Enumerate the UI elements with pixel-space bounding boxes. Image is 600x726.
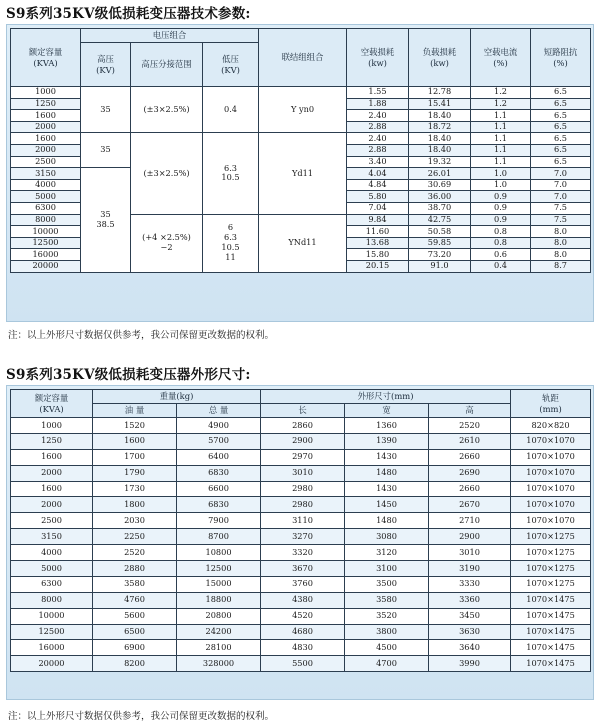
- total-weight-cell: 8700: [177, 529, 261, 545]
- impedance-cell: 7.5: [531, 214, 591, 226]
- height-cell: 2690: [429, 465, 511, 481]
- noload-current-cell: 0.8: [471, 226, 531, 238]
- total-weight-cell: 10800: [177, 545, 261, 561]
- total-weight-cell: 328000: [177, 656, 261, 672]
- oil-weight-cell: 2520: [93, 545, 177, 561]
- load-loss-cell: 36.00: [409, 191, 471, 203]
- length-cell: 2860: [261, 418, 345, 434]
- noload-current-cell: 0.4: [471, 260, 531, 272]
- table-row: [11, 497, 591, 513]
- load-loss-cell: 73.20: [409, 249, 471, 261]
- width-cell: 3080: [345, 529, 429, 545]
- impedance-cell: 8.7: [531, 260, 591, 272]
- length-cell: 3760: [261, 576, 345, 592]
- header-oil: 油 量: [93, 404, 177, 418]
- height-cell: 2610: [429, 433, 511, 449]
- header-dimensions: 外形尺寸(mm): [261, 390, 511, 404]
- load-loss-cell: 18.72: [409, 121, 471, 133]
- noload-current-cell: 0.8: [471, 237, 531, 249]
- width-cell: 1450: [345, 497, 429, 513]
- noload-loss-cell: 2.40: [347, 110, 409, 122]
- noload-current-cell: 0.9: [471, 214, 531, 226]
- height-cell: 3360: [429, 592, 511, 608]
- table-row: [11, 433, 591, 449]
- header-height: 高: [429, 404, 511, 418]
- length-cell: 2980: [261, 497, 345, 513]
- capacity-cell: 16000: [11, 640, 93, 656]
- noload-loss-cell: 2.40: [347, 133, 409, 145]
- noload-current-cell: 1.1: [471, 121, 531, 133]
- oil-weight-cell: 8200: [93, 656, 177, 672]
- capacity-cell: 1250: [11, 433, 93, 449]
- gauge-cell: 1070×1070: [511, 449, 591, 465]
- header-voltage-group: 电压组合: [81, 29, 259, 43]
- noload-current-cell: 1.1: [471, 133, 531, 145]
- oil-weight-cell: 1700: [93, 449, 177, 465]
- height-cell: 3450: [429, 608, 511, 624]
- header-impedance: 短路阻抗 (%): [531, 29, 591, 87]
- table-row: [11, 592, 591, 608]
- gauge-cell: 1070×1475: [511, 592, 591, 608]
- height-cell: 3330: [429, 576, 511, 592]
- length-cell: 3320: [261, 545, 345, 561]
- width-cell: 3580: [345, 592, 429, 608]
- dims-table: [10, 389, 591, 672]
- noload-current-cell: 0.9: [471, 191, 531, 203]
- width-cell: 3800: [345, 624, 429, 640]
- load-loss-cell: 91.0: [409, 260, 471, 272]
- capacity-cell: 20000: [11, 260, 81, 272]
- height-cell: 2670: [429, 497, 511, 513]
- total-weight-cell: 6830: [177, 497, 261, 513]
- capacity-cell: 2500: [11, 156, 81, 168]
- noload-loss-cell: 7.04: [347, 202, 409, 214]
- width-cell: 1480: [345, 513, 429, 529]
- oil-weight-cell: 4760: [93, 592, 177, 608]
- length-cell: 3010: [261, 465, 345, 481]
- length-cell: 3270: [261, 529, 345, 545]
- header-noload-loss: 空载损耗 (kw): [347, 29, 409, 87]
- width-cell: 1480: [345, 465, 429, 481]
- impedance-cell: 6.5: [531, 98, 591, 110]
- lv-cell: 6.3 10.5: [203, 133, 259, 214]
- capacity-cell: 20000: [11, 656, 93, 672]
- table-row: [11, 640, 591, 656]
- total-weight-cell: 18800: [177, 592, 261, 608]
- hv-cell: 35: [81, 87, 131, 133]
- noload-loss-cell: 13.68: [347, 237, 409, 249]
- load-loss-cell: 26.01: [409, 168, 471, 180]
- table-row: [11, 608, 591, 624]
- capacity-cell: 1600: [11, 481, 93, 497]
- length-cell: 4520: [261, 608, 345, 624]
- load-loss-cell: 50.58: [409, 226, 471, 238]
- oil-weight-cell: 1520: [93, 418, 177, 434]
- length-cell: 2970: [261, 449, 345, 465]
- header-load-loss: 负载损耗 (kw): [409, 29, 471, 87]
- width-cell: 3120: [345, 545, 429, 561]
- height-cell: 3630: [429, 624, 511, 640]
- connection-cell: Yd11: [259, 133, 347, 214]
- impedance-cell: 8.0: [531, 237, 591, 249]
- load-loss-cell: 30.69: [409, 179, 471, 191]
- noload-loss-cell: 9.84: [347, 214, 409, 226]
- gauge-cell: 1070×1475: [511, 624, 591, 640]
- oil-weight-cell: 2880: [93, 561, 177, 577]
- gauge-cell: 1070×1070: [511, 513, 591, 529]
- impedance-cell: 7.0: [531, 168, 591, 180]
- load-loss-cell: 18.40: [409, 144, 471, 156]
- hv-cell: 35 38.5: [81, 168, 131, 272]
- total-weight-cell: 6830: [177, 465, 261, 481]
- length-cell: 2980: [261, 481, 345, 497]
- capacity-cell: 2000: [11, 465, 93, 481]
- header-hv: 高压 (KV): [81, 43, 131, 87]
- tap-cell: (+4 ×2.5%) −2: [131, 214, 203, 272]
- capacity-cell: 6300: [11, 202, 81, 214]
- noload-loss-cell: 2.88: [347, 144, 409, 156]
- header-lv: 低压 (KV): [203, 43, 259, 87]
- noload-loss-cell: 1.55: [347, 87, 409, 99]
- width-cell: 1430: [345, 481, 429, 497]
- spec-note: 注：以上外形尺寸数据仅供参考，我公司保留更改数据的权利。: [8, 330, 275, 341]
- load-loss-cell: 42.75: [409, 214, 471, 226]
- table-row: [11, 481, 591, 497]
- oil-weight-cell: 6900: [93, 640, 177, 656]
- height-cell: 2660: [429, 481, 511, 497]
- gauge-cell: 1070×1275: [511, 545, 591, 561]
- gauge-cell: 1070×1275: [511, 529, 591, 545]
- capacity-cell: 2000: [11, 144, 81, 156]
- spec-table-title: S9系列35KV级低损耗变压器技术参数:: [6, 6, 251, 22]
- noload-current-cell: 1.2: [471, 98, 531, 110]
- capacity-cell: 1000: [11, 418, 93, 434]
- table-row: [11, 87, 591, 99]
- gauge-cell: 1070×1070: [511, 465, 591, 481]
- oil-weight-cell: 1800: [93, 497, 177, 513]
- width-cell: 3100: [345, 561, 429, 577]
- capacity-cell: 4000: [11, 179, 81, 191]
- gauge-cell: 820×820: [511, 418, 591, 434]
- load-loss-cell: 19.32: [409, 156, 471, 168]
- noload-current-cell: 0.9: [471, 202, 531, 214]
- capacity-cell: 2000: [11, 121, 81, 133]
- capacity-cell: 12500: [11, 237, 81, 249]
- capacity-cell: 1600: [11, 449, 93, 465]
- lv-cell: 0.4: [203, 87, 259, 133]
- capacity-cell: 16000: [11, 249, 81, 261]
- capacity-cell: 1600: [11, 110, 81, 122]
- noload-loss-cell: 4.04: [347, 168, 409, 180]
- noload-current-cell: 1.1: [471, 110, 531, 122]
- capacity-cell: 2500: [11, 513, 93, 529]
- width-cell: 1430: [345, 449, 429, 465]
- capacity-cell: 12500: [11, 624, 93, 640]
- length-cell: 4830: [261, 640, 345, 656]
- height-cell: 3640: [429, 640, 511, 656]
- width-cell: 3500: [345, 576, 429, 592]
- capacity-cell: 10000: [11, 226, 81, 238]
- header-width: 宽: [345, 404, 429, 418]
- oil-weight-cell: 6500: [93, 624, 177, 640]
- oil-weight-cell: 5600: [93, 608, 177, 624]
- tap-cell: (±3×2.5%): [131, 133, 203, 214]
- header-weight: 重量(kg): [93, 390, 261, 404]
- header-length: 长: [261, 404, 345, 418]
- dims-table-title: S9系列35KV级低损耗变压器外形尺寸:: [6, 367, 251, 383]
- impedance-cell: 8.0: [531, 249, 591, 261]
- oil-weight-cell: 1600: [93, 433, 177, 449]
- total-weight-cell: 4900: [177, 418, 261, 434]
- impedance-cell: 6.5: [531, 144, 591, 156]
- length-cell: 3670: [261, 561, 345, 577]
- impedance-cell: 6.5: [531, 156, 591, 168]
- table-row: [11, 465, 591, 481]
- capacity-cell: 8000: [11, 214, 81, 226]
- table-row: [11, 576, 591, 592]
- length-cell: 5500: [261, 656, 345, 672]
- height-cell: 3010: [429, 545, 511, 561]
- gauge-cell: 1070×1070: [511, 433, 591, 449]
- capacity-cell: 5000: [11, 561, 93, 577]
- tap-cell: (±3×2.5%): [131, 87, 203, 133]
- total-weight-cell: 12500: [177, 561, 261, 577]
- gauge-cell: 1070×1275: [511, 561, 591, 577]
- header-noload-current: 空载电流 (%): [471, 29, 531, 87]
- noload-loss-cell: 20.15: [347, 260, 409, 272]
- gauge-cell: 1070×1475: [511, 608, 591, 624]
- oil-weight-cell: 3580: [93, 576, 177, 592]
- noload-loss-cell: 1.88: [347, 98, 409, 110]
- capacity-cell: 8000: [11, 592, 93, 608]
- table-row: [11, 133, 591, 145]
- table-row: [11, 545, 591, 561]
- load-loss-cell: 38.70: [409, 202, 471, 214]
- capacity-cell: 1000: [11, 87, 81, 99]
- capacity-cell: 1600: [11, 133, 81, 145]
- total-weight-cell: 15000: [177, 576, 261, 592]
- total-weight-cell: 6400: [177, 449, 261, 465]
- table-row: [11, 449, 591, 465]
- lv-cell: 6 6.3 10.5 11: [203, 214, 259, 272]
- height-cell: 2710: [429, 513, 511, 529]
- capacity-cell: 10000: [11, 608, 93, 624]
- length-cell: 2900: [261, 433, 345, 449]
- impedance-cell: 7.5: [531, 202, 591, 214]
- length-cell: 4680: [261, 624, 345, 640]
- impedance-cell: 7.0: [531, 179, 591, 191]
- length-cell: 4380: [261, 592, 345, 608]
- table-row: [11, 624, 591, 640]
- noload-current-cell: 1.2: [471, 87, 531, 99]
- total-weight-cell: 7900: [177, 513, 261, 529]
- impedance-cell: 7.0: [531, 191, 591, 203]
- capacity-cell: 1250: [11, 98, 81, 110]
- width-cell: 1390: [345, 433, 429, 449]
- noload-current-cell: 0.6: [471, 249, 531, 261]
- capacity-cell: 3150: [11, 529, 93, 545]
- table-row: [11, 513, 591, 529]
- load-loss-cell: 18.40: [409, 110, 471, 122]
- impedance-cell: 6.5: [531, 121, 591, 133]
- gauge-cell: 1070×1275: [511, 576, 591, 592]
- header-tap: 高压分接范围: [131, 43, 203, 87]
- capacity-cell: 6300: [11, 576, 93, 592]
- width-cell: 4500: [345, 640, 429, 656]
- noload-loss-cell: 3.40: [347, 156, 409, 168]
- gauge-cell: 1070×1475: [511, 640, 591, 656]
- gauge-cell: 1070×1070: [511, 497, 591, 513]
- impedance-cell: 6.5: [531, 133, 591, 145]
- table-row: [11, 656, 591, 672]
- oil-weight-cell: 2250: [93, 529, 177, 545]
- capacity-cell: 2000: [11, 497, 93, 513]
- connection-cell: YNd11: [259, 214, 347, 272]
- total-weight-cell: 6600: [177, 481, 261, 497]
- connection-cell: Y yn0: [259, 87, 347, 133]
- capacity-cell: 5000: [11, 191, 81, 203]
- hv-cell: 35: [81, 133, 131, 168]
- noload-current-cell: 1.1: [471, 156, 531, 168]
- header-gauge: 轨距 (mm): [511, 390, 591, 418]
- table-row: [11, 561, 591, 577]
- total-weight-cell: 24200: [177, 624, 261, 640]
- noload-loss-cell: 15.80: [347, 249, 409, 261]
- noload-current-cell: 1.0: [471, 168, 531, 180]
- table-row: [11, 418, 591, 434]
- capacity-cell: 4000: [11, 545, 93, 561]
- noload-loss-cell: 2.88: [347, 121, 409, 133]
- oil-weight-cell: 1790: [93, 465, 177, 481]
- noload-loss-cell: 5.80: [347, 191, 409, 203]
- header-connection: 联结组组合: [259, 29, 347, 87]
- dims-note: 注：以上外形尺寸数据仅供参考，我公司保留更改数据的权利。: [8, 711, 275, 722]
- table-row: [11, 529, 591, 545]
- total-weight-cell: 20800: [177, 608, 261, 624]
- height-cell: 2520: [429, 418, 511, 434]
- impedance-cell: 8.0: [531, 226, 591, 238]
- oil-weight-cell: 2030: [93, 513, 177, 529]
- noload-current-cell: 1.0: [471, 179, 531, 191]
- impedance-cell: 6.5: [531, 110, 591, 122]
- total-weight-cell: 5700: [177, 433, 261, 449]
- load-loss-cell: 12.78: [409, 87, 471, 99]
- width-cell: 3520: [345, 608, 429, 624]
- gauge-cell: 1070×1070: [511, 481, 591, 497]
- noload-loss-cell: 11.60: [347, 226, 409, 238]
- header-capacity: 额定容量 (KVA): [11, 390, 93, 418]
- gauge-cell: 1070×1475: [511, 656, 591, 672]
- header-total: 总 量: [177, 404, 261, 418]
- height-cell: 3990: [429, 656, 511, 672]
- load-loss-cell: 15.41: [409, 98, 471, 110]
- width-cell: 1360: [345, 418, 429, 434]
- load-loss-cell: 59.85: [409, 237, 471, 249]
- total-weight-cell: 28100: [177, 640, 261, 656]
- height-cell: 3190: [429, 561, 511, 577]
- impedance-cell: 6.5: [531, 87, 591, 99]
- noload-loss-cell: 4.84: [347, 179, 409, 191]
- oil-weight-cell: 1730: [93, 481, 177, 497]
- width-cell: 4700: [345, 656, 429, 672]
- capacity-cell: 3150: [11, 168, 81, 180]
- noload-current-cell: 1.1: [471, 144, 531, 156]
- load-loss-cell: 18.40: [409, 133, 471, 145]
- header-capacity: 额定容量 (KVA): [11, 29, 81, 87]
- spec-table: [10, 28, 591, 273]
- height-cell: 2660: [429, 449, 511, 465]
- length-cell: 3110: [261, 513, 345, 529]
- height-cell: 2900: [429, 529, 511, 545]
